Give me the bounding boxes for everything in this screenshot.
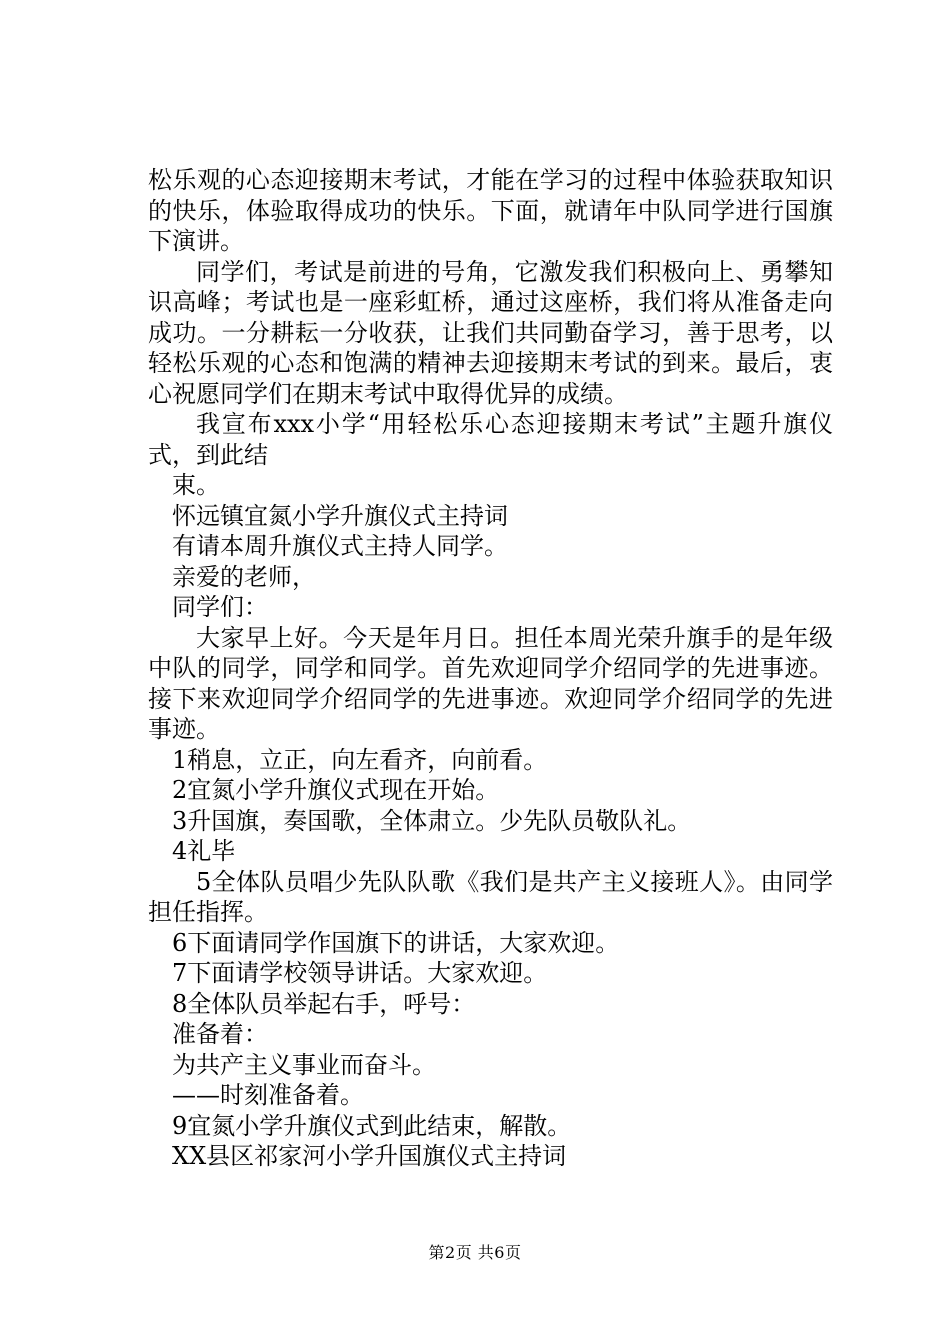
paragraph-continuation: 松乐观的心态迎接期末考试，才能在学习的过程中体验获取知识的快乐，体验取得成功的快乐。下面，就请年中队同学进行国旗下演讲。 bbox=[148, 166, 833, 255]
paragraph-exam-speech: 同学们，考试是前进的号角，它激发我们积极向上、勇攀知识高峰；考试也是一座彩虹桥，通过这座桥，我们将从准备走向成功。一分耕耘一分收获，让我们共同勤奋学习，善于思考，以轻松乐观的心态和饱满的精神去迎接期末考试的到来。最后，衷心祝愿同学们在期末考试中取得优异的成绩。 bbox=[148, 257, 833, 408]
list-item-step-9: 9宜氮小学升旗仪式到此结束，解散。 bbox=[172, 1111, 572, 1140]
section-title-ceremony-script: 怀远镇宜氮小学升旗仪式主持词 bbox=[172, 501, 508, 530]
paragraph-greeting-students: 同学们： bbox=[172, 593, 268, 621]
paragraph-closing-announcement: 我宣布xxx小学“用轻松乐心态迎接期末考试”主题升旗仪式，到此结 bbox=[148, 410, 833, 469]
list-item-step-7: 7下面请学校领导讲话。大家欢迎。 bbox=[172, 959, 548, 987]
list-item-step-3: 3升国旗，奏国歌，全体肃立。少先队员敬队礼。 bbox=[172, 806, 692, 835]
section-title-next-script: XX县区祁家河小学升国旗仪式主持词 bbox=[172, 1142, 567, 1170]
paragraph-invite-host: 有请本周升旗仪式主持人同学。 bbox=[172, 532, 508, 560]
list-item-step-6: 6下面请同学作国旗下的讲话，大家欢迎。 bbox=[172, 928, 620, 957]
paragraph-call-cause: 为共产主义事业而奋斗。 bbox=[172, 1050, 436, 1079]
paragraph-greeting-teachers: 亲爱的老师， bbox=[172, 562, 316, 591]
page-footer bbox=[0, 1243, 950, 1263]
paragraph-closing-end: 束。 bbox=[172, 471, 220, 499]
paragraph-morning-intro: 大家早上好。今天是年月日。担任本周光荣升旗手的是年级中队的同学，同学和同学。首先欢迎同学介绍同学的先进事迹。接下来欢迎同学介绍同学的先进事迹。欢迎同学介绍同学的先进事迹。 bbox=[148, 623, 833, 743]
document-body bbox=[148, 165, 833, 1172]
paragraph-call-ready: 准备着： bbox=[172, 1020, 268, 1048]
list-item-step-2: 2宜氮小学升旗仪式现在开始。 bbox=[172, 776, 500, 804]
paragraph-call-response: ——时刻准备着。 bbox=[172, 1081, 364, 1109]
list-item-step-4: 4礼毕 bbox=[172, 837, 236, 865]
list-item-step-8: 8全体队员举起右手，呼号： bbox=[172, 989, 476, 1018]
list-item-step-1: 1稍息，立正，向左看齐，向前看。 bbox=[172, 745, 548, 774]
page-number-label: 第2页 共6页 bbox=[428, 1243, 522, 1262]
list-item-step-5: 5全体队员唱少先队队歌《我们是共产主义接班人》。由同学担任指挥。 bbox=[148, 867, 833, 926]
